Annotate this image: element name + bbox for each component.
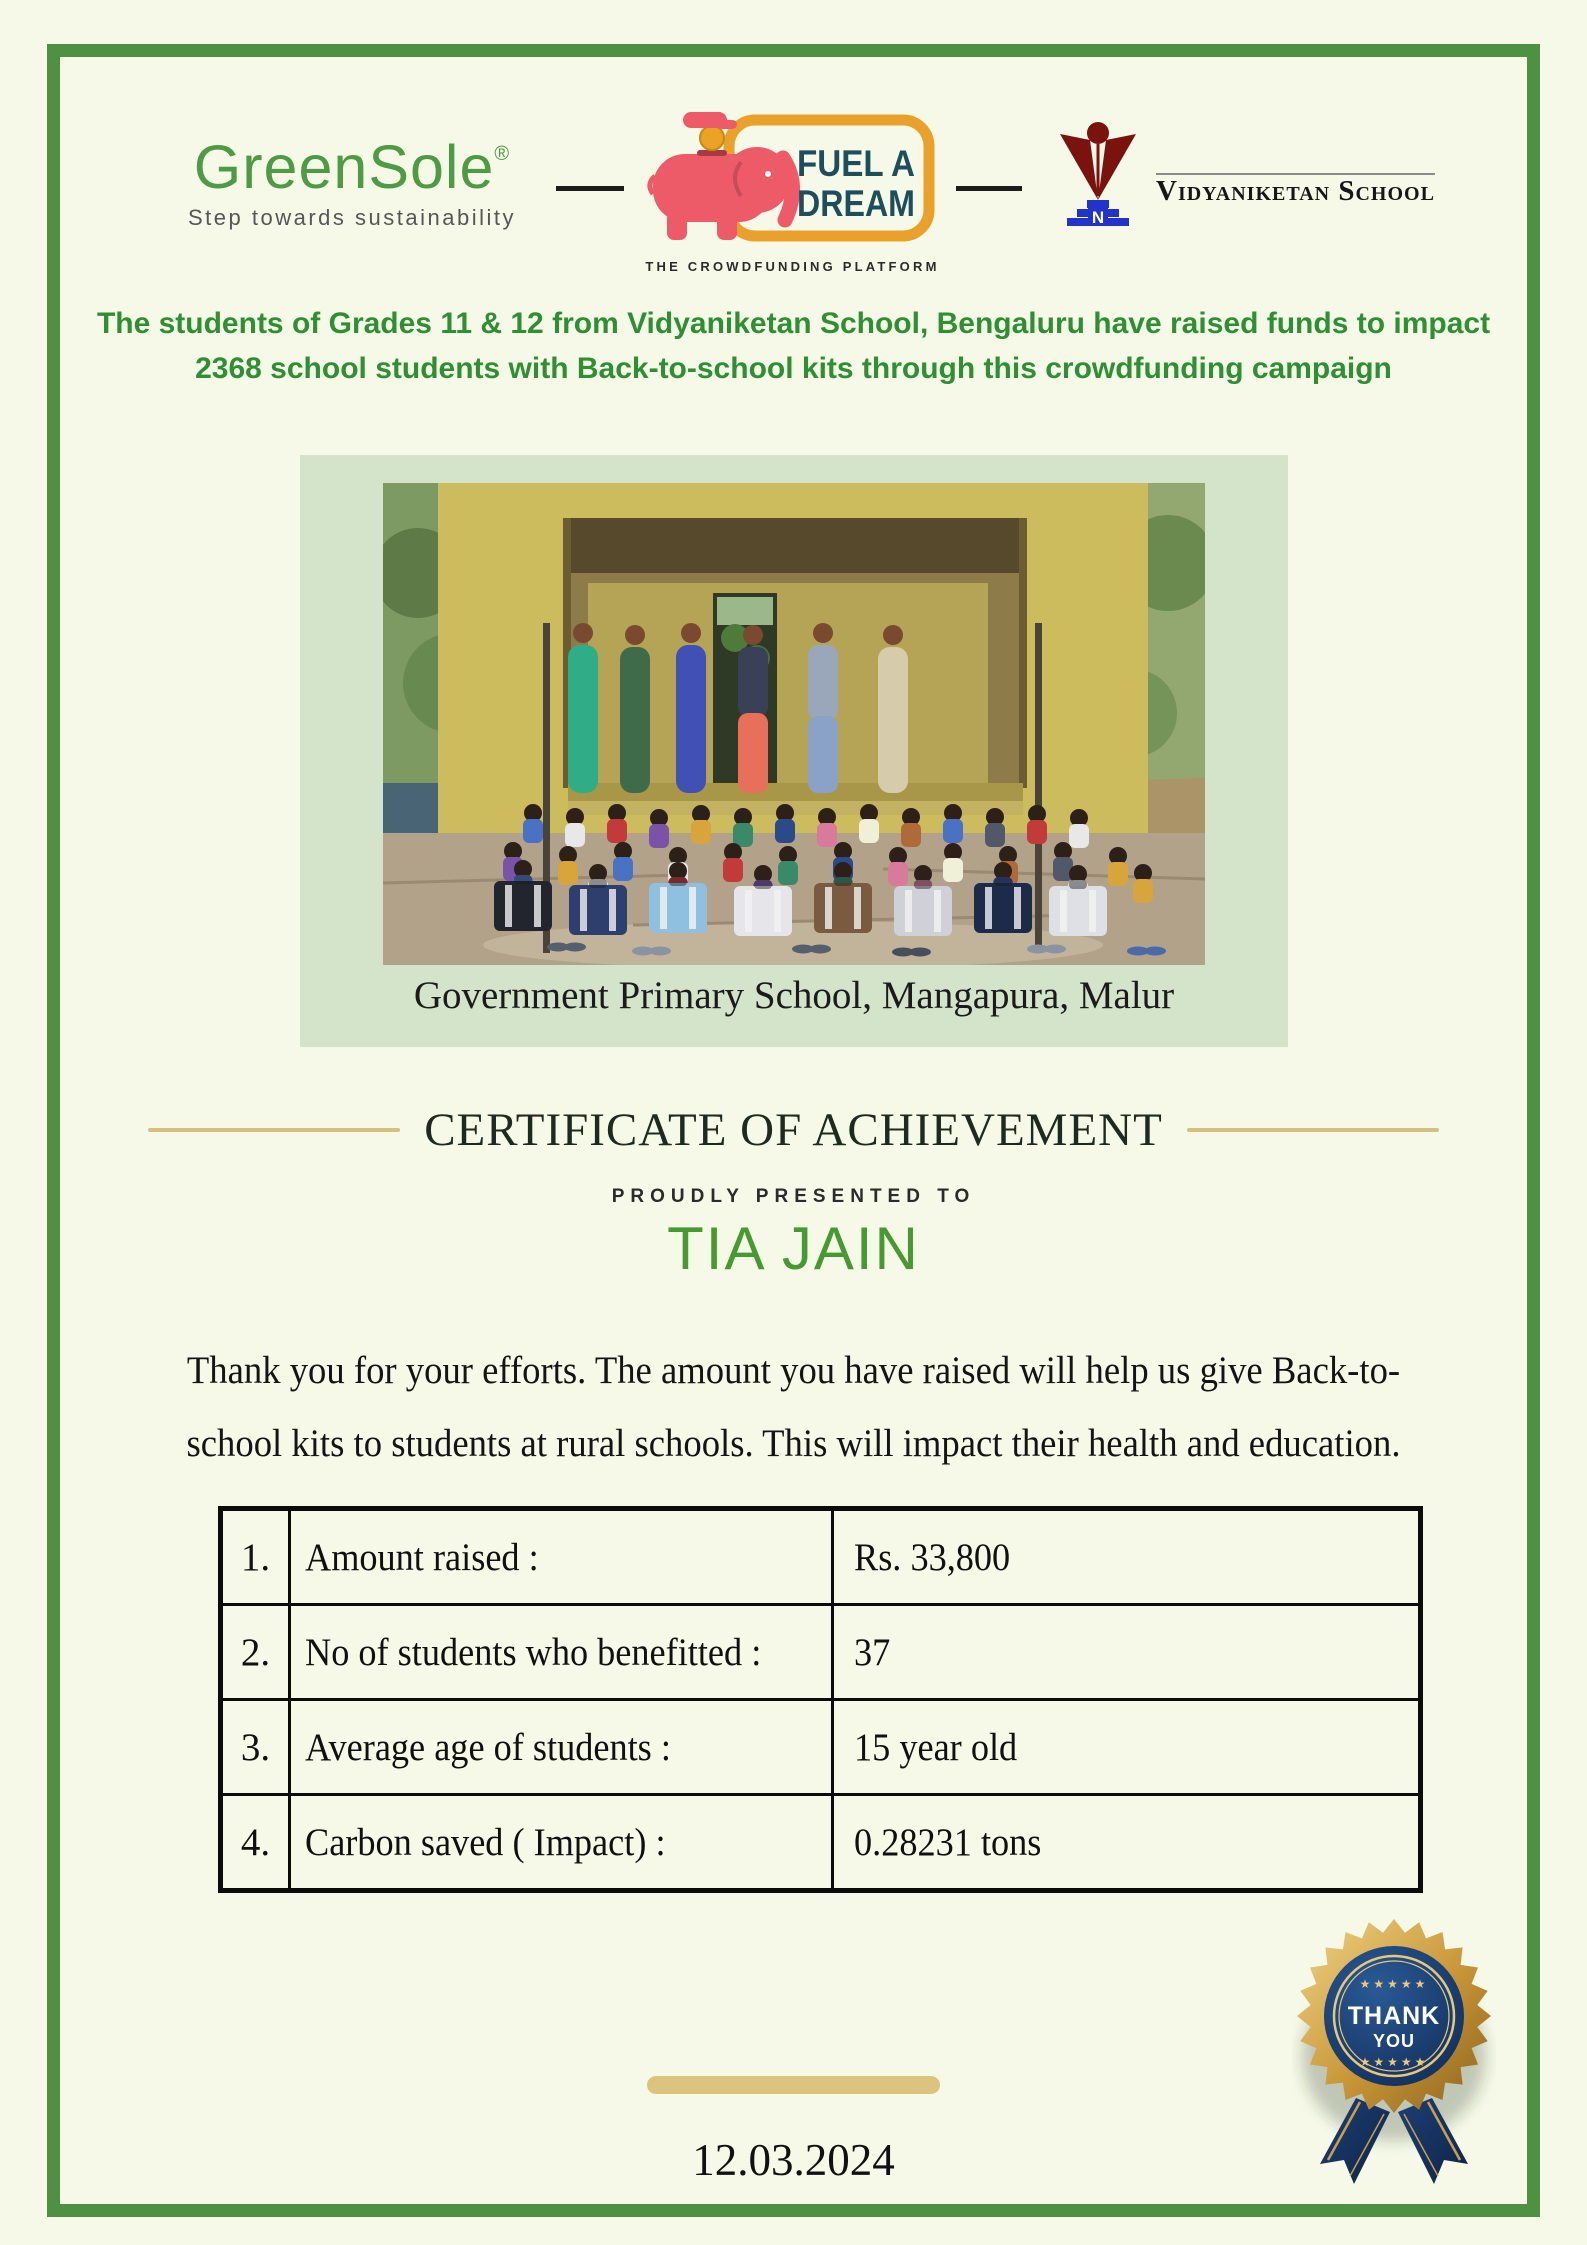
row-number: 3. [221, 1700, 290, 1795]
fuel-a-dream-logo [645, 112, 940, 274]
elephant-piggybank-icon [650, 112, 793, 240]
photo-caption: Government Primary School, Mangapura, Malur [413, 974, 1175, 1017]
row-value: Rs. 33,800 [833, 1509, 1421, 1605]
impact-table [218, 1506, 1423, 1893]
thank-you-badge [1292, 1916, 1496, 2198]
vidyaniketan-emblem-letter: N [1091, 208, 1105, 227]
greensole-wordmark [188, 122, 516, 199]
badge-text-line1: THANK [1347, 2002, 1441, 2030]
badge-stars-bottom: ★★★★★ [1359, 2055, 1429, 2069]
thank-you-message [0, 1334, 1587, 1480]
row-label: Carbon saved ( Impact) : [290, 1795, 833, 1891]
school-photo [383, 483, 1205, 965]
table-row [221, 1509, 1421, 1605]
row-value: 0.28231 tons [833, 1795, 1421, 1891]
fuel-a-dream-tagline: THE CROWDFUNDING PLATFORM [645, 259, 940, 274]
certificate-heading-row [0, 1103, 1587, 1157]
greensole-name: GreenSole [193, 133, 495, 201]
photo-panel [300, 455, 1288, 1047]
logo-separator-dash [556, 186, 624, 191]
table-row [221, 1605, 1421, 1700]
intro-text [0, 301, 1587, 391]
intro-line-1: The students of Grades 11 & 12 from Vidyaniketan School, Bengaluru have raised funds to impact [96, 307, 1491, 340]
footer-divider-bar [647, 2076, 940, 2094]
logo-separator-dash [956, 186, 1022, 191]
vidyaniketan-logo [1052, 120, 1435, 234]
gold-rule-right [1187, 1128, 1439, 1132]
row-value: 37 [833, 1605, 1421, 1700]
fuel-a-dream-title-line2: DREAM [797, 183, 915, 224]
gold-rule-left [148, 1128, 400, 1132]
table-row [221, 1795, 1421, 1891]
badge-stars-top: ★★★★★ [1359, 1977, 1429, 1991]
vidyaniketan-emblem-icon [1052, 120, 1148, 234]
presented-to-label: PROUDLY PRESENTED TO [611, 1186, 976, 1207]
fuel-a-dream-title-line1: FUEL A [797, 143, 915, 184]
row-label: Average age of students : [290, 1700, 833, 1795]
row-label: No of students who benefitted : [290, 1605, 833, 1700]
row-value: 15 year old [833, 1700, 1421, 1795]
greensole-logo [188, 122, 516, 231]
recipient-name: TIA JAIN [667, 1215, 920, 1282]
certificate-heading: CERTIFICATE OF ACHIEVEMENT [424, 1104, 1163, 1156]
row-label: Amount raised : [290, 1509, 833, 1605]
message-line-2: school kits to students at rural schools. This will impact their health and education. [186, 1422, 1401, 1465]
badge-text-line2: YOU [1372, 2031, 1416, 2051]
greensole-tagline: Step towards sustainability [188, 205, 516, 230]
row-number: 4. [221, 1795, 290, 1891]
row-number: 2. [221, 1605, 290, 1700]
message-line-1: Thank you for your efforts. The amount you have raised will help us give Back-to- [186, 1349, 1401, 1392]
fuel-a-dream-icon [645, 112, 940, 252]
intro-line-2: 2368 school students with Back-to-school kits through this crowdfunding campaign [195, 352, 1392, 385]
registered-mark-icon: ® [494, 143, 511, 165]
vidyaniketan-name: Vidyaniketan School [1156, 174, 1435, 207]
table-row [221, 1700, 1421, 1795]
row-number: 1. [221, 1509, 290, 1605]
certificate-date: 12.03.2024 [692, 2135, 895, 2185]
